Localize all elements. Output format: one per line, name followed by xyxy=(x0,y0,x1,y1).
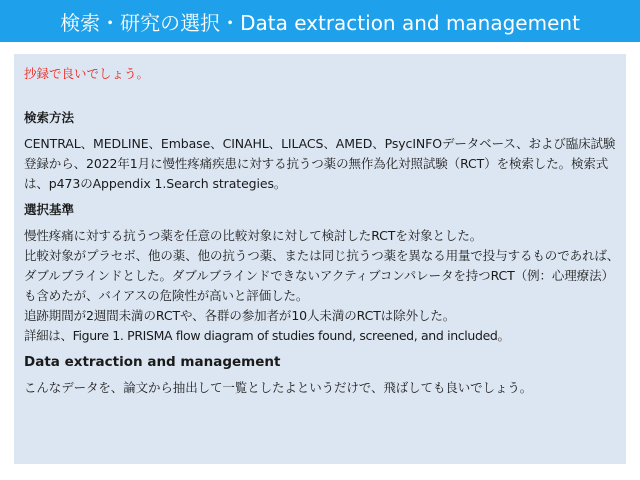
selection-criteria-paragraph-2: 比較対象がプラセボ、他の薬、他の抗うつ薬、または同じ抗うつ薬を異なる用量で投与するものであれば、ダブルブラインドとした。ダブルブラインドできないアクティブコンパレータを持つRCT（例：心理療法）も含めたが、バイアスの危険性が高いと評価した。 xyxy=(24,248,620,303)
search-method-body: CENTRAL、MEDLINE、Embase、CINAHL、LILACS、AMED、PsycINFOデータベース、および臨床試験登録から、2022年1月に慢性疼痛疾患に対する抗うつ薬の無作為化対照試験（RCT）を検索した。検索式は、p473のAppendix 1.Search strategies。 xyxy=(24,136,616,191)
data-extraction-body: こんなデータを、論文から抽出して一覧としたよというだけで、飛ばしても良いでしょう。 xyxy=(24,380,533,395)
content-box xyxy=(14,54,626,464)
note-text: 抄録で良いでしょう。 xyxy=(24,66,150,81)
slide-title: 検索・研究の選択・Data extraction and management xyxy=(0,0,640,42)
selection-criteria-paragraph-3: 追跡期間が2週間未満のRCTや、各群の参加者が10人未満のRCTは除外した。 xyxy=(24,308,456,323)
data-extraction-heading: Data extraction and management xyxy=(24,354,281,370)
selection-criteria-paragraph-4: 詳細は、Figure 1. PRISMA flow diagram of studies found, screened, and included。 xyxy=(24,328,510,343)
selection-criteria-paragraph-1: 慢性疼痛に対する抗うつ薬を任意の比較対象に対して検討したRCTを対象とした。 xyxy=(24,228,483,243)
selection-criteria-heading: 選択基準 xyxy=(24,202,75,217)
search-method-heading: 検索方法 xyxy=(24,110,75,125)
